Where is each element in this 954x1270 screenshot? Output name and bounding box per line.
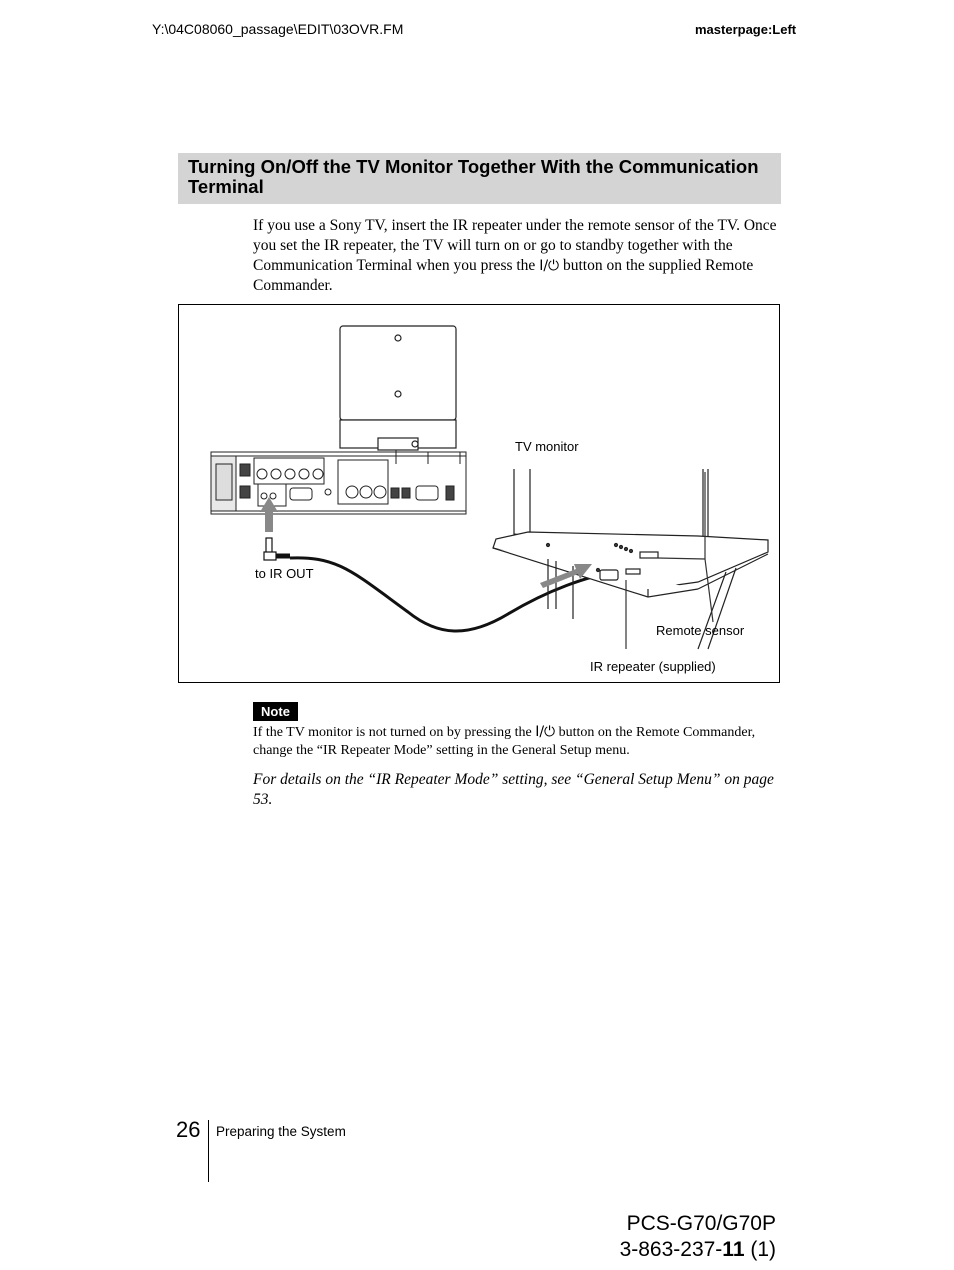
note-text-end: button on the Remote Commander, change the “IR Repeater Mode” setting in the General Setup menu. (253, 725, 756, 758)
label-tv-monitor: TV monitor (515, 439, 579, 454)
part-number-revision: 11 (722, 1238, 745, 1261)
section-title: Turning On/Off the TV Monitor Together With the Communication Terminal (188, 156, 759, 197)
tv-monitor-drawing (493, 469, 768, 649)
part-number (620, 1238, 776, 1262)
reference-paragraph: For details on the “IR Repeater Mode” setting, see “General Setup Menu” on page 53. (253, 771, 774, 808)
terminal-rear-panel-drawing (211, 450, 466, 514)
footer-section-name: Preparing the System (216, 1124, 346, 1139)
masterpage-label: masterpage:Left (695, 22, 797, 37)
intro-paragraph (253, 216, 783, 296)
camera-unit-drawing (340, 326, 456, 450)
part-number-suffix: (1) (744, 1238, 776, 1261)
note-text-start: If the TV monitor is not turned on by pressing the (253, 725, 536, 740)
label-ir-repeater: IR repeater (supplied) (590, 659, 716, 674)
model-number: PCS-G70/G70P (626, 1212, 776, 1235)
note-badge: Note (253, 702, 298, 721)
file-path: Y:\04C08060_passage\EDIT\03OVR.FM (152, 21, 404, 37)
label-ir-out: to IR OUT (255, 566, 314, 581)
intro-text-end: button on the supplied Remote Commander. (253, 256, 754, 295)
intro-text-start: If you use a Sony TV, insert the IR repeater under the remote sensor of the TV. Once you set the IR repeater, the TV will turn on or go to standby together with the Communication Terminal when you press the (253, 217, 777, 274)
note-paragraph (253, 723, 783, 760)
page-number: 26 (176, 1117, 201, 1142)
label-remote-sensor: Remote sensor (656, 623, 745, 638)
part-number-prefix: 3-863-237- (619, 1238, 723, 1261)
footer-divider (208, 1120, 209, 1182)
power-button-icon: I/⏻ (539, 257, 560, 274)
power-button-icon: I/⏻ (535, 724, 556, 740)
